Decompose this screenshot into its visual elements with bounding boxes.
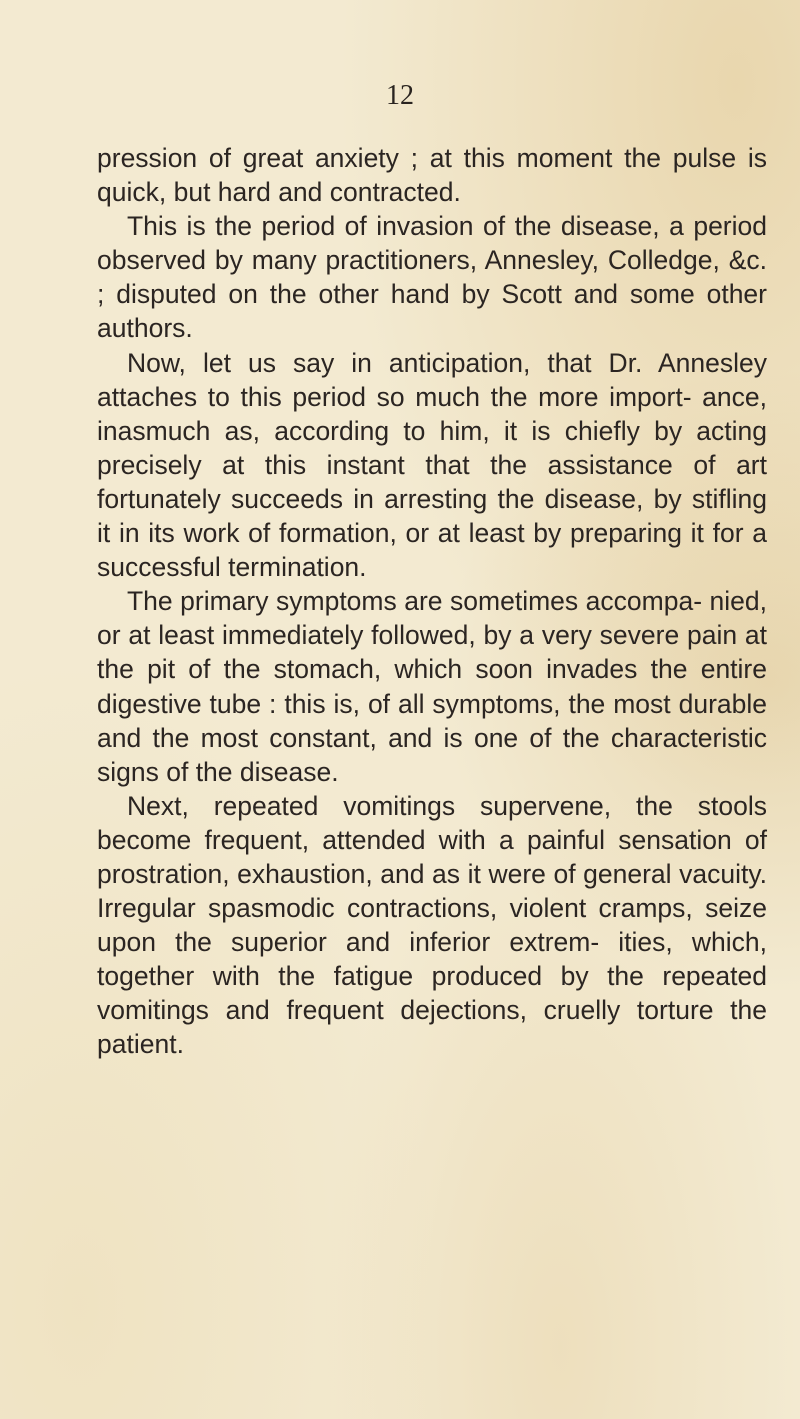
text-body — [97, 141, 767, 1062]
paragraph-5: Next, repeated vomitings supervene, the stools become frequent, attended with a painful sensation of prostration, exhaustion, and as it were of general vacuity. Irregular spasmodic contractions, violent cramps, seize upon the superior and inferior extrem- ities, which, together with the fatigue produced by the repeated vomitings and frequent dejections, cruelly torture the patient. — [97, 790, 767, 1060]
paragraph-4: The primary symptoms are sometimes accompa- nied, or at least immediately followed, by a very severe pain at the pit of the stomach, which soon invades the entire digestive tube : this is, of all symptoms, the most durable and the most constant, and is one of the characteristic signs of the disease. — [97, 586, 767, 787]
paragraph-2: This is the period of invasion of the disease, a period observed by many practitioners, Annesley, Colledge, &c. ; disputed on the other hand by Scott and some other authors. — [97, 211, 767, 344]
paragraph-3: Now, let us say in anticipation, that Dr. Annesley attaches to this period so much the more import- ance, inasmuch as, according to him, it is chiefly by acting precisely at this instant that the assistance of art fortunately succeeds in arresting the disease, by stifling it in its work of formation, or at least by preparing it for a successful termination. — [97, 347, 767, 583]
paragraph-1: pression of great anxiety ; at this moment the pulse is quick, but hard and contracted. — [97, 143, 767, 208]
page-number: 12 — [386, 80, 414, 111]
